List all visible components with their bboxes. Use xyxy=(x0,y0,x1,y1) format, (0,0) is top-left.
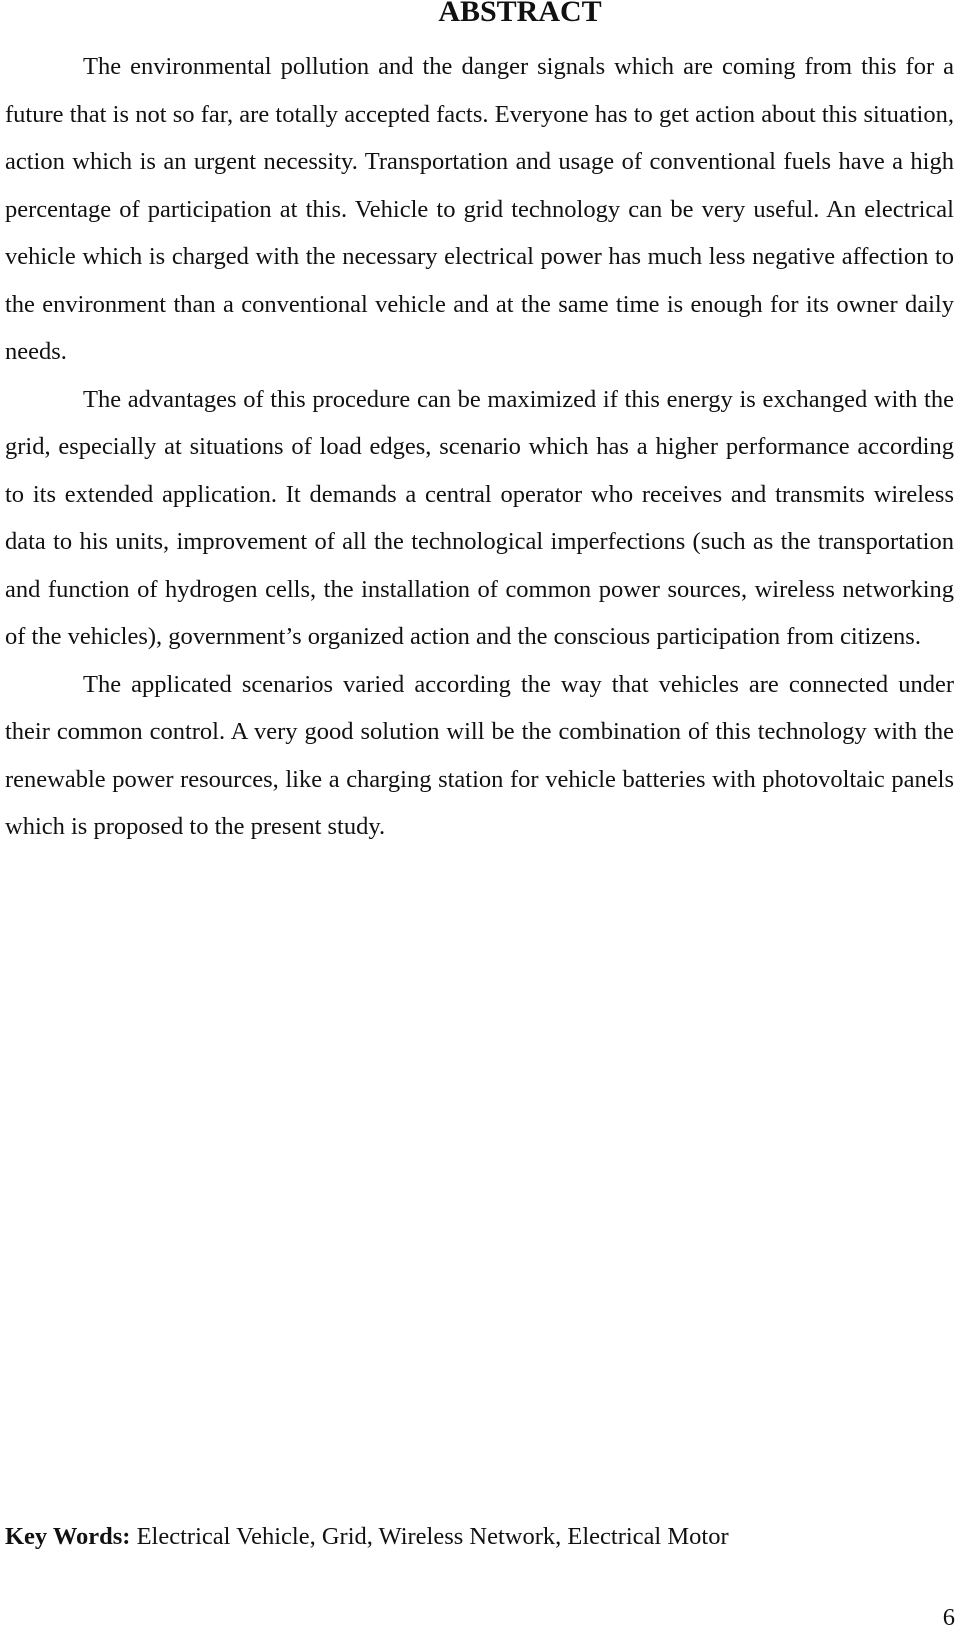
abstract-paragraph-2: The advantages of this procedure can be maximized if this energy is exchanged with the grid, especially at situations of load edges, scenario which has a higher performance according to its extended application. It demands a central operator who receives and transmits wireless data to his units, improvement of all the technological imperfections (such as the transportation and function of hydrogen cells, the installation of common power sources, wireless networking of the vehicles), government’s organized action and the conscious participation from citizens. xyxy=(5,385,954,650)
page-number: 6 xyxy=(942,1604,955,1631)
keywords-label: Key Words: xyxy=(5,1523,131,1550)
keywords-line xyxy=(5,1519,954,1555)
abstract-paragraph-1: The environmental pollution and the danger signals which are coming from this for a future that is not so far, are totally accepted facts. Everyone has to get action about this situation, action which is an urgent necessity. Transportation and usage of conventional fuels have a high percentage of participation at this. Vehicle to grid technology can be very useful. An electrical vehicle which is charged with the necessary electrical power has much less negative affection to the environment than a conventional vehicle and at the same time is enough for its owner daily needs. xyxy=(5,53,954,365)
abstract-paragraph-3: The applicated scenarios varied according the way that vehicles are connected under their common control. A very good solution will be the combination of this technology with the renewable power resources, like a charging station for vehicle batteries with photovoltaic panels which is proposed to the present study. xyxy=(5,670,954,840)
abstract-title: ABSTRACT xyxy=(438,0,602,28)
keywords-text: Electrical Vehicle, Grid, Wireless Network, Electrical Motor xyxy=(136,1523,729,1550)
abstract-body xyxy=(5,43,954,851)
